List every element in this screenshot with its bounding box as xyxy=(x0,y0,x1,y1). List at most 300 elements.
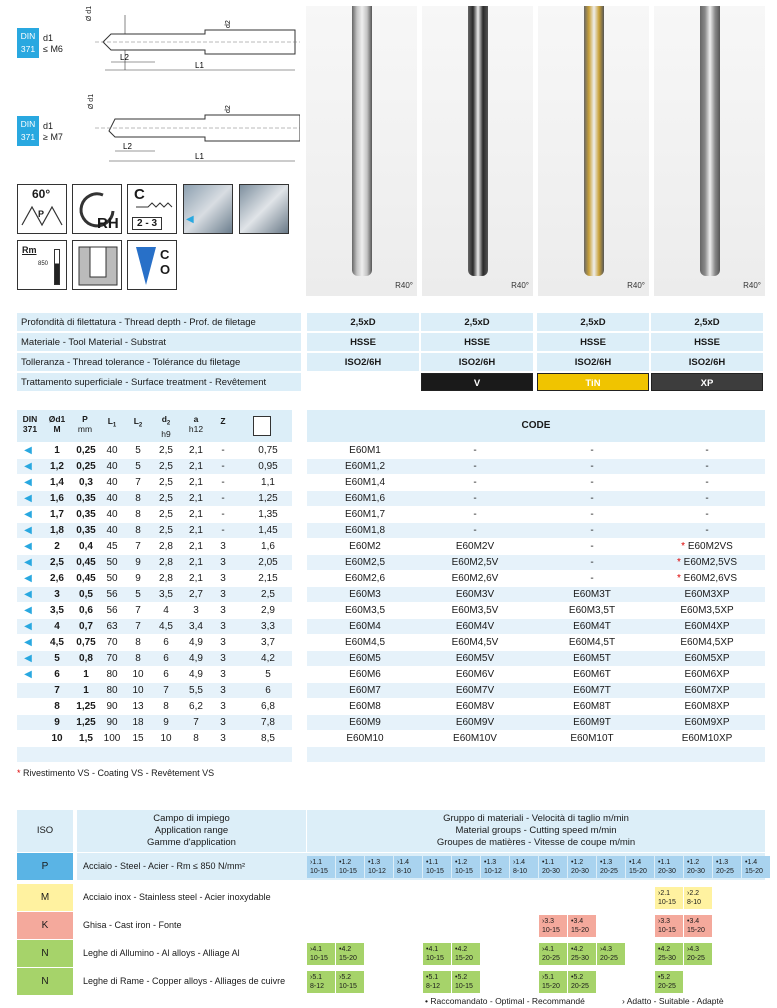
spiral-arrow-icon: ◀ xyxy=(24,477,32,488)
code-text: E60M2,6VS xyxy=(683,573,738,584)
table-row xyxy=(17,699,765,714)
tap-drawing-large xyxy=(95,95,300,165)
speed-value: 25-30 xyxy=(658,955,676,962)
speed-cell xyxy=(655,915,683,937)
table-row xyxy=(17,635,765,650)
table-row xyxy=(17,507,765,522)
speed-value: 10-15 xyxy=(426,868,444,875)
tap-photo xyxy=(422,6,533,296)
cell-m: 2,6 xyxy=(50,573,64,584)
hdr-od1: Ød1 xyxy=(48,414,66,424)
helix-angle: R40° xyxy=(395,281,413,290)
speed-cell xyxy=(568,856,596,878)
groups-header xyxy=(307,810,765,852)
speed-value: 8-10 xyxy=(513,868,528,875)
group-code: •5.2 xyxy=(455,974,468,981)
cell-l2: 9 xyxy=(135,573,141,584)
code-cell[interactable]: - xyxy=(590,445,594,456)
cell-d2: 2,5 xyxy=(159,493,173,504)
cell-l2: 7 xyxy=(135,541,141,552)
code-cell[interactable]: E60M3,5T xyxy=(568,605,616,616)
code-cell[interactable]: E60M1,7 xyxy=(344,509,386,520)
code-cell[interactable]: - xyxy=(705,445,709,456)
speed-value: 8-12 xyxy=(426,983,441,990)
table-row xyxy=(17,683,765,698)
group-code: ›5.1 xyxy=(542,974,555,981)
group-code: •3.4 xyxy=(687,918,700,925)
cell-l2: 8 xyxy=(135,493,141,504)
speed-cell xyxy=(597,943,625,965)
cell-c: 1,35 xyxy=(258,509,278,520)
groups-header-fr: Groupes de matières - Vitesse de coupe m/min xyxy=(436,837,636,848)
code-cell[interactable]: E60M4,5T xyxy=(568,637,616,648)
cell-l1: 70 xyxy=(106,653,118,664)
code-cell[interactable]: E60M3T xyxy=(573,589,611,600)
spiral-arrow-icon: ◀ xyxy=(24,589,32,600)
cell-c: 3,7 xyxy=(261,637,275,648)
speed-cell xyxy=(742,856,770,878)
speed-value: 20-30 xyxy=(687,868,705,875)
range-header-fr: Gamme d'application xyxy=(147,837,236,848)
cell-a: 2,1 xyxy=(189,541,203,552)
code-cell[interactable]: E60M4,5V xyxy=(451,637,499,648)
iso-header: ISO xyxy=(17,810,73,852)
spiral-arrow-icon: ◀ xyxy=(24,605,32,616)
cell-a: 2,1 xyxy=(189,461,203,472)
hdr-l2-sub: 2 xyxy=(138,422,143,429)
angle-label: 60° xyxy=(32,187,51,201)
cell-z: - xyxy=(221,509,225,520)
code-cell[interactable]: E60M9V xyxy=(455,717,495,728)
code-cell[interactable]: E60M6T xyxy=(573,669,611,680)
table-row xyxy=(17,475,765,490)
code-cell[interactable]: - xyxy=(705,525,709,536)
speed-value: 10-12 xyxy=(484,868,502,875)
tap-body xyxy=(352,6,372,276)
cell-m: 2,5 xyxy=(50,557,64,568)
cell-z: 3 xyxy=(220,605,226,616)
cell-d2: 4,5 xyxy=(159,621,173,632)
group-code: ›1.4 xyxy=(397,859,410,866)
cell-c: 3,3 xyxy=(261,621,275,632)
cell-p: 0,25 xyxy=(76,461,96,472)
cell-c: 2,15 xyxy=(258,573,278,584)
code-cell[interactable]: E60M10T xyxy=(570,733,614,744)
cell-l1: 56 xyxy=(106,589,118,600)
group-code: ›2.2 xyxy=(687,890,700,897)
helix-angle: R40° xyxy=(743,281,761,290)
d1-condition xyxy=(43,33,63,55)
material-name: Leghe di Allumino - Al alloys - Alliage Al xyxy=(77,940,322,967)
cell-d2: 6 xyxy=(163,637,169,648)
speed-cell xyxy=(539,943,567,965)
speed-value: 15-20 xyxy=(339,955,357,962)
code-cell[interactable]: E60M1 xyxy=(349,445,381,456)
dim-d2: d2 xyxy=(225,20,232,28)
cell-c: 1,1 xyxy=(261,477,275,488)
cell-z: 3 xyxy=(220,717,226,728)
cell-c: 0,95 xyxy=(258,461,278,472)
speed-cell xyxy=(713,856,741,878)
code-cell[interactable]: E60M4,5XP xyxy=(680,637,734,648)
tap-drawing-small xyxy=(95,10,300,75)
code-cell[interactable]: E60M7V xyxy=(455,685,495,696)
cell-a: 3,4 xyxy=(189,621,203,632)
code-cell[interactable]: E60M5V xyxy=(455,653,495,664)
code-cell[interactable]: E60M2,6V xyxy=(451,573,499,584)
spec-label: Tolleranza - Thread tolerance - Tolérance du filetage xyxy=(17,353,301,371)
hdr-d2-sub: 2 xyxy=(166,420,171,427)
code-cell[interactable]: E60M2 xyxy=(349,541,381,552)
code-cell[interactable]: E60M9 xyxy=(349,717,381,728)
group-code: ›1.4 xyxy=(513,859,526,866)
cell-z: - xyxy=(221,525,225,536)
cell-z: 3 xyxy=(220,733,226,744)
code-cell[interactable]: - xyxy=(590,541,594,552)
spiral-arrow-icon: ◀ xyxy=(24,525,32,536)
arrow-icon: ◀ xyxy=(186,214,194,225)
footnote xyxy=(17,768,214,778)
code-cell[interactable]: E60M7 xyxy=(349,685,381,696)
code-cell[interactable]: E60M7T xyxy=(573,685,611,696)
code-cell[interactable]: E60M4XP xyxy=(684,621,730,632)
cell-c: 1,45 xyxy=(258,525,278,536)
code-cell[interactable]: E60M1,6 xyxy=(344,493,386,504)
code-cell[interactable]: E60M8 xyxy=(349,701,381,712)
spiral-arrow-icon: ◀ xyxy=(24,541,32,552)
speed-value: 10-15 xyxy=(455,983,473,990)
code-cell[interactable]: E60M8T xyxy=(573,701,611,712)
cell-a: 2,1 xyxy=(189,493,203,504)
speed-cell xyxy=(539,856,567,878)
cell-a: 2,7 xyxy=(189,589,203,600)
spiral-arrow-icon: ◀ xyxy=(24,557,32,568)
table-row xyxy=(17,731,765,746)
cell-c: 2,05 xyxy=(258,557,278,568)
cell-l2: 13 xyxy=(132,701,144,712)
cell-l1: 40 xyxy=(106,525,118,536)
code-cell[interactable]: E60M3,5V xyxy=(451,605,499,616)
cell-c: 4,2 xyxy=(261,653,275,664)
code-cell[interactable]: - xyxy=(705,509,709,520)
cell-l1: 40 xyxy=(106,461,118,472)
code-cell[interactable] xyxy=(652,555,762,570)
group-code: ›2.1 xyxy=(658,890,671,897)
spec-value: ISO2/6H xyxy=(307,353,419,371)
code-cell[interactable]: - xyxy=(705,477,709,488)
code-cell[interactable]: E60M1,8 xyxy=(344,525,386,536)
legend-suitable: › Adatto - Suitable - Adaptè xyxy=(622,996,724,1006)
group-code: ›5.2 xyxy=(339,974,352,981)
code-cell[interactable]: E60M10XP xyxy=(681,733,733,744)
code-cell[interactable]: E60M8V xyxy=(455,701,495,712)
cell-p: 0,35 xyxy=(76,493,96,504)
chamfer-value: 2 - 3 xyxy=(132,217,162,230)
group-code: •4.2 xyxy=(571,946,584,953)
code-cell[interactable]: - xyxy=(473,509,477,520)
cell-p: 0,35 xyxy=(76,509,96,520)
spiral-arrow-icon: ◀ xyxy=(24,493,32,504)
cell-m: 1 xyxy=(54,445,60,456)
cell-m: 2 xyxy=(54,541,60,552)
cell-p: 0,45 xyxy=(76,573,96,584)
d1-condition xyxy=(43,121,63,143)
code-cell[interactable]: E60M9XP xyxy=(684,717,730,728)
cell-c: 1,25 xyxy=(258,493,278,504)
group-code: •1.4 xyxy=(629,859,642,866)
code-cell[interactable]: E60M6XP xyxy=(684,669,730,680)
speed-cell xyxy=(365,856,393,878)
speed-cell xyxy=(655,887,683,909)
code-cell[interactable]: E60M2,5 xyxy=(344,557,386,568)
cell-l2: 8 xyxy=(135,509,141,520)
d1-cond: ≤ M6 xyxy=(43,44,63,54)
code-cell[interactable] xyxy=(652,571,762,586)
range-header xyxy=(77,810,306,852)
group-code: •1.2 xyxy=(339,859,352,866)
code-cell[interactable]: E60M4T xyxy=(573,621,611,632)
code-cell[interactable]: E60M3 xyxy=(349,589,381,600)
cell-l2: 10 xyxy=(132,685,144,696)
code-cell[interactable]: E60M1,4 xyxy=(344,477,386,488)
code-cell[interactable]: E60M10 xyxy=(346,733,384,744)
speed-cell xyxy=(655,856,683,878)
cell-z: 3 xyxy=(220,701,226,712)
cell-l2: 5 xyxy=(135,589,141,600)
cell-d2: 2,8 xyxy=(159,557,173,568)
table-row xyxy=(17,587,765,602)
cell-a: 7 xyxy=(193,717,199,728)
table-row xyxy=(17,459,765,474)
code-cell[interactable] xyxy=(652,539,762,554)
code-cell[interactable]: E60M5 xyxy=(349,653,381,664)
speed-cell xyxy=(539,915,567,937)
cell-m: 5 xyxy=(54,653,60,664)
group-code: •1.3 xyxy=(600,859,613,866)
group-code: ›3.3 xyxy=(658,918,671,925)
range-header-it: Campo di impiego xyxy=(153,813,230,824)
speed-cell xyxy=(481,856,509,878)
code-cell[interactable]: E60M4,5 xyxy=(344,637,386,648)
code-cell[interactable]: E60M6V xyxy=(455,669,495,680)
cell-p: 0,7 xyxy=(79,621,93,632)
code-cell[interactable]: E60M9T xyxy=(573,717,611,728)
group-code: •3.4 xyxy=(571,918,584,925)
tap-photo xyxy=(306,6,417,296)
tap-body xyxy=(700,6,720,276)
speed-cell xyxy=(307,856,335,878)
group-code: ›4.3 xyxy=(600,946,613,953)
speed-value: 20-25 xyxy=(600,955,618,962)
group-code: •5.2 xyxy=(571,974,584,981)
speed-cell xyxy=(568,915,596,937)
din-label: DIN 371 xyxy=(20,31,36,54)
material-row xyxy=(17,940,765,967)
code-cell[interactable]: E60M3XP xyxy=(684,589,730,600)
material-row xyxy=(17,968,765,995)
cell-l1: 90 xyxy=(106,717,118,728)
group-code: •1.1 xyxy=(542,859,555,866)
code-cell[interactable]: - xyxy=(590,573,594,584)
code-cell[interactable]: - xyxy=(705,493,709,504)
cell-p: 1,25 xyxy=(76,701,96,712)
hdr-z: Z xyxy=(220,416,226,426)
code-cell[interactable]: E60M10V xyxy=(453,733,497,744)
speed-cell xyxy=(423,943,451,965)
hdr-p-unit: mm xyxy=(77,424,93,434)
cell-z: 3 xyxy=(220,541,226,552)
code-cell[interactable]: - xyxy=(473,477,477,488)
hdr-od1-unit: M xyxy=(53,424,61,434)
code-cell[interactable]: - xyxy=(473,445,477,456)
code-cell[interactable]: E60M2,6 xyxy=(344,573,386,584)
speed-cell xyxy=(684,887,712,909)
code-cell[interactable]: - xyxy=(590,525,594,536)
cell-m: 8 xyxy=(54,701,60,712)
d1-label: d1 xyxy=(43,121,54,131)
code-cell[interactable]: - xyxy=(473,461,477,472)
code-cell[interactable]: - xyxy=(590,493,594,504)
spiral-arrow-icon: ◀ xyxy=(24,669,32,680)
coolant-label: C O xyxy=(160,247,171,277)
group-code: •5.1 xyxy=(426,974,439,981)
speed-value: 20-25 xyxy=(716,868,734,875)
material-name: Ghisa - Cast iron - Fonte xyxy=(77,912,322,939)
code-cell[interactable]: - xyxy=(705,461,709,472)
material-name: Acciaio - Steel - Acier - Rm ≤ 850 N/mm² xyxy=(77,853,322,880)
blind-hole-icon xyxy=(239,184,289,234)
spec-value: ISO2/6H xyxy=(537,353,649,371)
group-code: ›4.3 xyxy=(687,946,700,953)
dim-l1: L1 xyxy=(195,61,204,70)
hdr-p: P xyxy=(82,414,88,424)
material-row xyxy=(17,912,765,939)
table-row xyxy=(17,651,765,666)
spiral-arrow-icon: ◀ xyxy=(24,621,32,632)
cell-z: - xyxy=(221,493,225,504)
cell-m: 6 xyxy=(54,669,60,680)
cell-l1: 80 xyxy=(106,685,118,696)
speed-value: 8-10 xyxy=(687,899,702,906)
dim-l2: L2 xyxy=(123,142,132,151)
code-cell[interactable]: E60M3,5XP xyxy=(680,605,734,616)
cell-d2: 2,5 xyxy=(159,477,173,488)
group-code: •4.2 xyxy=(339,946,352,953)
cell-c: 2,5 xyxy=(261,589,275,600)
speed-value: 20-25 xyxy=(542,955,560,962)
speed-value: 10-15 xyxy=(310,868,328,875)
code-cell[interactable]: - xyxy=(590,461,594,472)
code-cell[interactable]: - xyxy=(590,477,594,488)
cell-l1: 40 xyxy=(106,493,118,504)
spec-value: HSSE xyxy=(421,333,533,351)
hdr-d2-tol: h9 xyxy=(161,428,171,439)
code-cell[interactable]: E60M3V xyxy=(455,589,495,600)
speed-cell xyxy=(336,943,364,965)
cell-z: 3 xyxy=(220,669,226,680)
iso-cell: N xyxy=(17,968,73,995)
code-cell[interactable]: E60M5XP xyxy=(684,653,730,664)
code-cell[interactable]: E60M7XP xyxy=(684,685,730,696)
code-cell[interactable]: E60M2,5V xyxy=(451,557,499,568)
spec-value: ISO2/6H xyxy=(421,353,533,371)
cell-z: 3 xyxy=(220,589,226,600)
code-cell[interactable]: E60M3,5 xyxy=(344,605,386,616)
code-cell[interactable]: E60M6 xyxy=(349,669,381,680)
cell-l2: 8 xyxy=(135,525,141,536)
rm-value: 850 xyxy=(38,261,49,267)
cell-a: 4,9 xyxy=(189,669,203,680)
spec-value: HSSE xyxy=(651,333,763,351)
group-code: ›4.1 xyxy=(310,946,323,953)
cell-m: 1,6 xyxy=(50,493,64,504)
speed-value: 20-30 xyxy=(658,868,676,875)
spec-value: 2,5xD xyxy=(537,313,649,331)
tap-photo xyxy=(654,6,765,296)
code-cell[interactable]: E60M4 xyxy=(349,621,381,632)
code-cell[interactable]: E60M2V xyxy=(455,541,495,552)
speed-cell xyxy=(626,856,654,878)
code-cell[interactable]: E60M8XP xyxy=(684,701,730,712)
iso-cell: N xyxy=(17,940,73,967)
speed-value: 8-12 xyxy=(310,983,325,990)
spec-row xyxy=(17,373,765,393)
cell-d2: 6 xyxy=(163,653,169,664)
code-cell[interactable]: E60M1,2 xyxy=(344,461,386,472)
dim-d2: d2 xyxy=(225,105,232,113)
speed-cell xyxy=(452,943,480,965)
code-cell[interactable]: E60M4V xyxy=(455,621,495,632)
cell-l1: 40 xyxy=(106,477,118,488)
code-cell[interactable]: E60M5T xyxy=(573,653,611,664)
spiral-arrow-icon: ◀ xyxy=(24,461,32,472)
d1-cond: ≥ M7 xyxy=(43,132,63,142)
code-cell[interactable]: - xyxy=(473,525,477,536)
group-code: •4.1 xyxy=(426,946,439,953)
speed-cell xyxy=(655,971,683,993)
speed-cell xyxy=(394,856,422,878)
group-code: •4.2 xyxy=(455,946,468,953)
cell-p: 0,45 xyxy=(76,557,96,568)
code-cell[interactable]: - xyxy=(590,557,594,568)
spec-value: HSSE xyxy=(307,333,419,351)
speed-value: 15-20 xyxy=(629,868,647,875)
hdr-a-tol: h12 xyxy=(188,424,204,434)
chamfer-icon xyxy=(127,184,177,234)
tap-body xyxy=(468,6,488,276)
cell-p: 0,6 xyxy=(79,605,93,616)
cell-z: 3 xyxy=(220,653,226,664)
speed-value: 15-20 xyxy=(571,927,589,934)
spec-value xyxy=(307,373,419,391)
cell-c: 6 xyxy=(265,685,271,696)
cell-l1: 70 xyxy=(106,637,118,648)
spiral-arrow-icon: ◀ xyxy=(24,653,32,664)
spec-value: 2,5xD xyxy=(307,313,419,331)
code-header: CODE xyxy=(307,410,765,442)
speed-cell xyxy=(684,943,712,965)
code-cell[interactable]: - xyxy=(473,493,477,504)
speed-value: 20-25 xyxy=(600,868,618,875)
cell-d2: 7 xyxy=(163,685,169,696)
dim-l2: L2 xyxy=(120,53,129,62)
din-badge xyxy=(17,116,39,146)
cell-l1: 56 xyxy=(106,605,118,616)
cell-c: 6,8 xyxy=(261,701,275,712)
range-header-en: Application range xyxy=(154,825,229,836)
code-cell[interactable]: - xyxy=(590,509,594,520)
speed-value: 8-10 xyxy=(397,868,412,875)
